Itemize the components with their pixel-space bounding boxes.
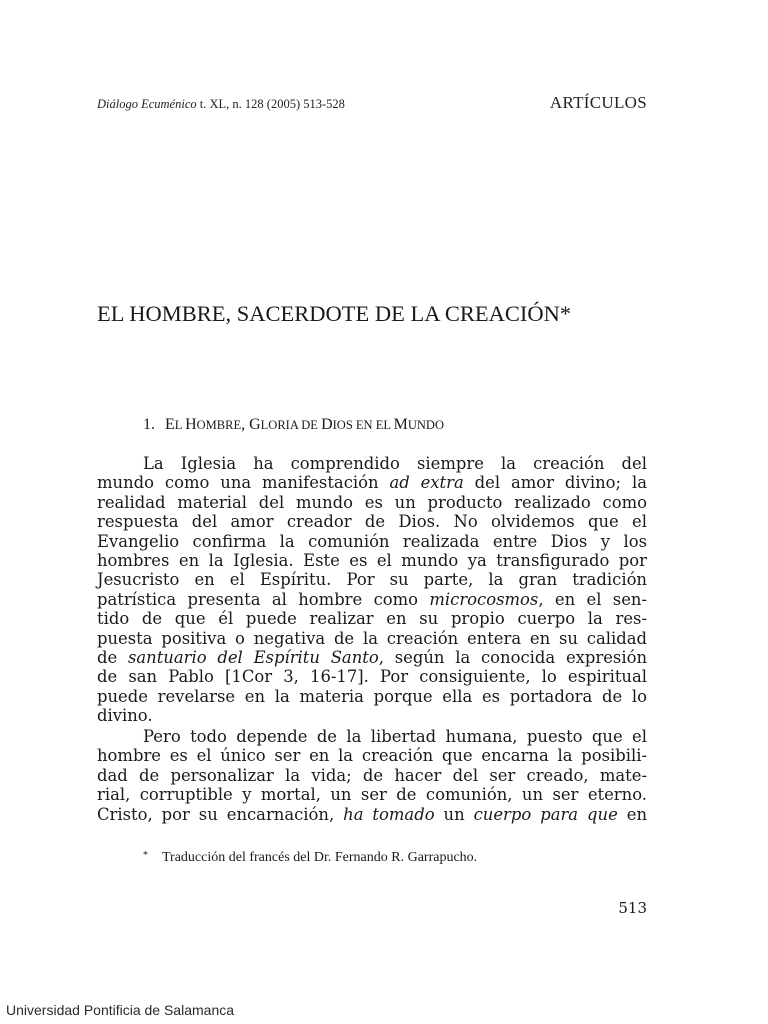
section-heading-part: IOS EN EL — [332, 418, 394, 432]
text-run: dad de personalizar la vida; de hacer del ser creado, mate- — [97, 765, 647, 785]
text-line — [97, 629, 647, 648]
text-line — [97, 493, 647, 512]
text-line — [97, 454, 647, 473]
section-heading-part: LORIA DE — [260, 418, 322, 432]
text-line — [97, 687, 647, 706]
footnote-text: Traducción del francés del Dr. Fernando R. Garrapucho. — [162, 850, 478, 865]
text-line — [97, 805, 647, 824]
text-run: respuesta del amor creador de Dios. No olvidemos que el — [97, 512, 647, 532]
section-heading-part: UNDO — [407, 418, 444, 432]
section-heading-part: H — [185, 416, 197, 433]
section-heading-part: L — [174, 418, 186, 432]
section-heading-part: D — [321, 416, 333, 433]
text-line — [97, 590, 647, 609]
section-number: 1. — [143, 416, 155, 433]
text-line — [97, 551, 647, 570]
text-line — [97, 512, 647, 531]
section-heading-text — [165, 416, 444, 433]
institution-watermark: Universidad Pontificia de Salamanca — [6, 1002, 235, 1018]
italic-text: microcosmos — [429, 589, 539, 609]
text-line — [97, 609, 647, 628]
italic-text: ha tomado — [343, 804, 435, 824]
section-heading-part: OMBRE — [196, 418, 242, 432]
journal-name: Diálogo Ecuménico — [97, 97, 197, 111]
section-heading-part: E — [165, 416, 175, 433]
italic-text: santuario del Espíritu Santo — [127, 647, 379, 667]
text-run: del amor divino; la — [463, 473, 647, 493]
italic-text: cuerpo para que — [473, 804, 618, 824]
text-run: un — [434, 804, 474, 824]
text-run: realidad material del mundo es un producto realizado como — [97, 492, 647, 512]
text-line — [97, 785, 647, 804]
text-run: , según la conocida expresión — [378, 647, 647, 667]
text-line — [97, 766, 647, 785]
section-heading-part: G — [249, 416, 261, 433]
text-line — [97, 532, 647, 551]
text-run: de san Pablo [1Cor 3, 16-17]. Por consiguiente, lo espiritual — [97, 667, 647, 687]
text-run: divino. — [97, 706, 153, 726]
text-run: La Iglesia ha comprendido siempre la creación del — [143, 454, 647, 473]
text-run: rial, corruptible y mortal, un ser de comunión, un ser eterno. — [97, 785, 647, 805]
section-heading-part: , — [241, 416, 250, 433]
text-run: puesta positiva o negativa de la creación entera en su calidad — [97, 628, 647, 648]
text-run: mundo como una manifestación — [97, 473, 390, 493]
running-header-citation — [97, 97, 345, 112]
text-run: en — [617, 804, 647, 824]
text-line — [97, 727, 647, 746]
text-line — [97, 706, 647, 725]
text-line — [97, 648, 647, 667]
text-run: hombres en la Iglesia. Este es el mundo ya transfigurado por — [97, 550, 647, 570]
text-run: tido de que él puede realizar en su propio cuerpo la res- — [97, 609, 647, 629]
paragraph-2 — [97, 727, 647, 824]
text-run: de — [97, 647, 128, 667]
section-heading-part: M — [393, 416, 408, 433]
section-heading — [143, 416, 444, 434]
text-line — [97, 667, 647, 686]
text-run: , en el sen- — [538, 589, 647, 609]
text-run: puede revelarse en la materia porque ella es portadora de lo — [97, 686, 647, 706]
text-line — [97, 746, 647, 765]
text-run: hombre es el único ser en la creación que encarna la posibili- — [97, 746, 647, 766]
text-line — [97, 570, 647, 589]
text-run: Evangelio confirma la comunión realizada entre Dios y los — [97, 531, 647, 551]
page-number: 513 — [618, 899, 647, 917]
text-run: Cristo, por su encarnación, — [97, 804, 344, 824]
footnote — [143, 850, 477, 866]
section-label: ARTÍCULOS — [549, 93, 647, 112]
text-run: patrística presenta al hombre como — [97, 589, 430, 609]
paragraph-1 — [97, 454, 647, 725]
italic-text: ad extra — [389, 473, 464, 493]
text-run: Pero todo depende de la libertad humana, puesto que el — [143, 727, 647, 746]
journal-citation: t. XL, n. 128 (2005) 513-528 — [196, 97, 345, 111]
text-run: Jesucristo en el Espíritu. Por su parte, la gran tradición — [97, 570, 647, 590]
text-line — [97, 473, 647, 492]
footnote-mark: * — [143, 850, 148, 861]
article-title: EL HOMBRE, SACERDOTE DE LA CREACIÓN* — [97, 301, 572, 326]
